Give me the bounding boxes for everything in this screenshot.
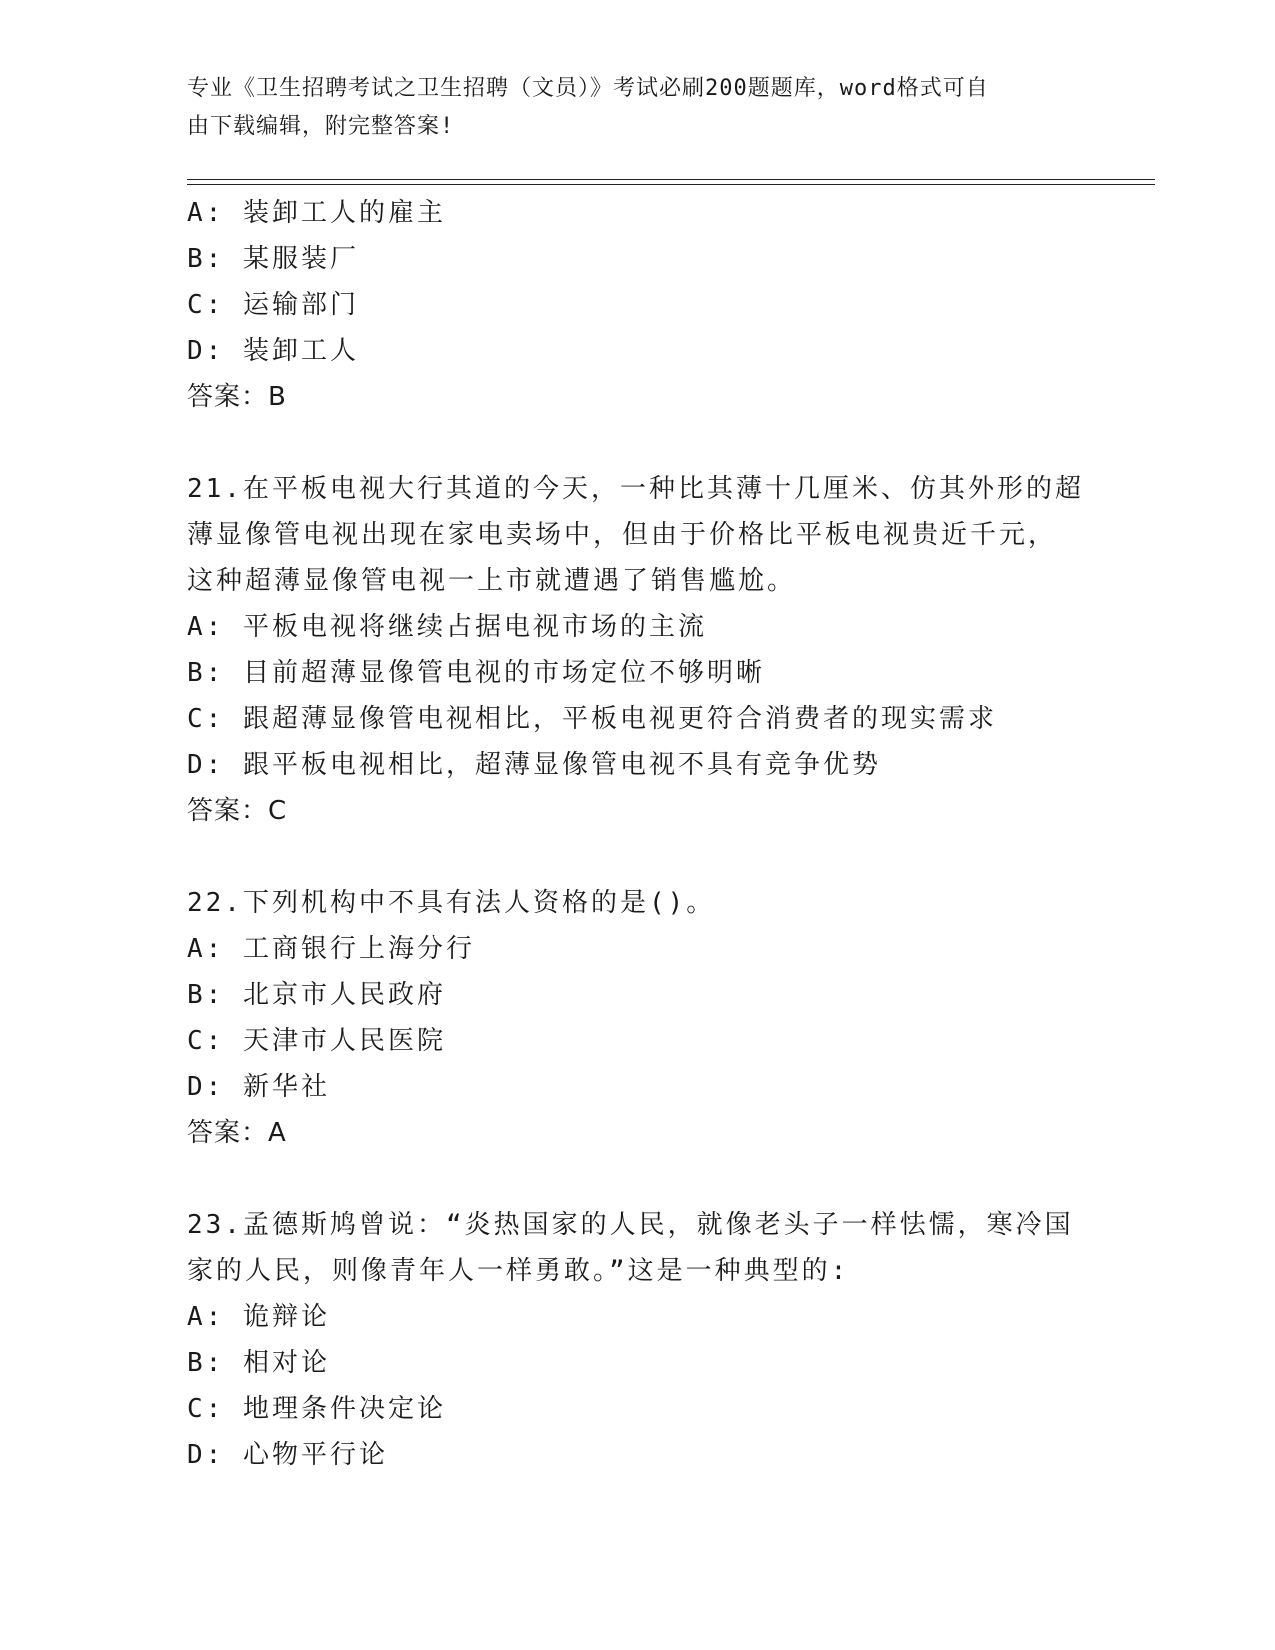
option-c: C: 运输部门 bbox=[187, 290, 359, 320]
question-stem: 21.在平板电视大行其道的今天，一种比其薄十几厘米、仿其外形的超 bbox=[187, 474, 1084, 504]
option-b: B: 北京市人民政府 bbox=[187, 980, 446, 1010]
header-line-2: 由下载编辑，附完整答案! bbox=[187, 114, 455, 139]
option-c: C: 天津市人民医院 bbox=[187, 1026, 446, 1056]
option-b: B: 某服装厂 bbox=[187, 244, 359, 274]
question-22 bbox=[187, 880, 1087, 1156]
spacer bbox=[187, 1156, 1087, 1202]
option-a: A: 装卸工人的雇主 bbox=[187, 198, 446, 228]
question-stem: 22.下列机构中不具有法人资格的是()。 bbox=[187, 888, 716, 918]
option-c: C: 跟超薄显像管电视相比，平板电视更符合消费者的现实需求 bbox=[187, 704, 997, 734]
header-rule-top bbox=[187, 179, 1155, 180]
option-b: B: 目前超薄显像管电视的市场定位不够明晰 bbox=[187, 658, 765, 688]
question-stem: 薄显像管电视出现在家电卖场中，但由于价格比平板电视贵近千元， bbox=[187, 520, 1058, 550]
question-20 bbox=[187, 190, 1087, 420]
header-line-1: 专业《卫生招聘考试之卫生招聘（文员）》考试必刷200题题库，word格式可自 bbox=[187, 76, 989, 101]
question-stem: 这种超薄显像管电视一上市就遭遇了销售尴尬。 bbox=[187, 566, 797, 596]
option-a: A: 诡辩论 bbox=[187, 1302, 330, 1332]
answer: 答案：A bbox=[187, 1118, 287, 1148]
question-21 bbox=[187, 466, 1087, 834]
option-c: C: 地理条件决定论 bbox=[187, 1394, 446, 1424]
question-23 bbox=[187, 1202, 1087, 1478]
option-d: D: 新华社 bbox=[187, 1072, 330, 1102]
answer: 答案：B bbox=[187, 382, 287, 412]
document-header bbox=[187, 70, 1067, 146]
spacer bbox=[187, 420, 1087, 466]
question-stem: 23.孟德斯鸠曾说：“炎热国家的人民，就像老头子一样怯懦，寒冷国 bbox=[187, 1210, 1074, 1240]
option-a: A: 工商银行上海分行 bbox=[187, 934, 475, 964]
option-b: B: 相对论 bbox=[187, 1348, 330, 1378]
spacer bbox=[187, 834, 1087, 880]
option-d: D: 跟平板电视相比，超薄显像管电视不具有竞争优势 bbox=[187, 750, 881, 780]
option-d: D: 心物平行论 bbox=[187, 1440, 388, 1470]
question-list bbox=[187, 190, 1087, 1478]
option-d: D: 装卸工人 bbox=[187, 336, 359, 366]
question-stem: 家的人民，则像青年人一样勇敢。”这是一种典型的: bbox=[187, 1256, 850, 1286]
option-a: A: 平板电视将继续占据电视市场的主流 bbox=[187, 612, 707, 642]
header-rule-bottom bbox=[187, 184, 1155, 185]
answer: 答案：C bbox=[187, 796, 288, 826]
